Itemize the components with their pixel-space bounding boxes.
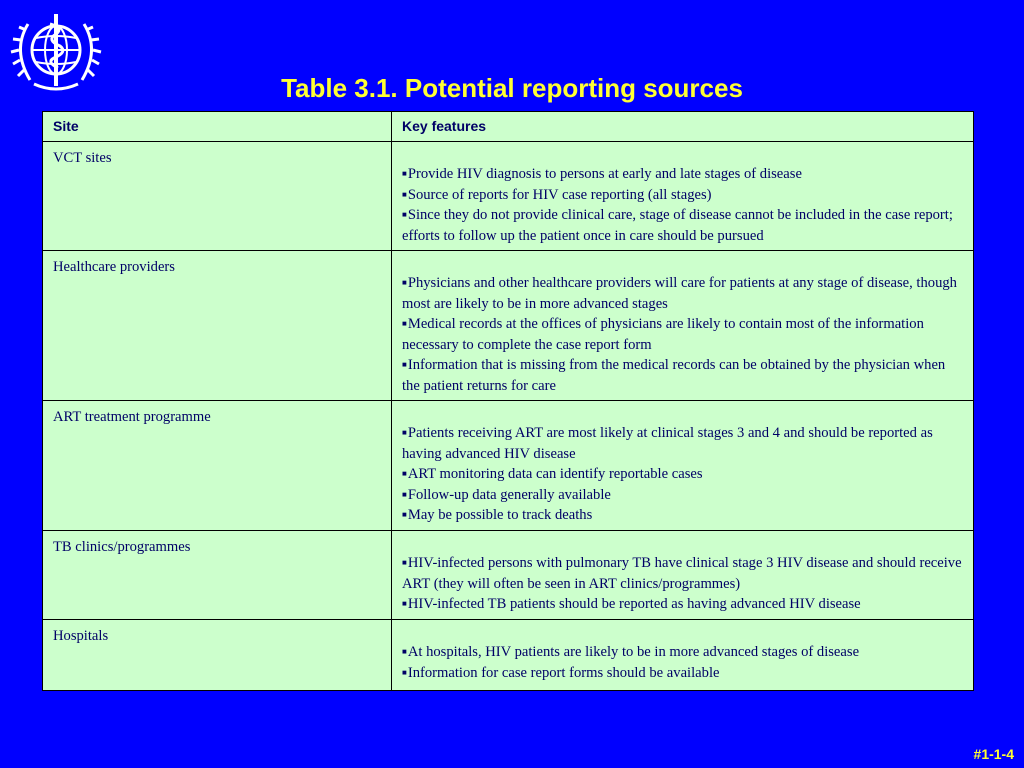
features-cell [392, 251, 974, 401]
column-header-key-features: Key features [392, 112, 974, 142]
table-header-row [43, 112, 974, 142]
features-cell [392, 401, 974, 531]
site-cell: TB clinics/programmes [43, 531, 392, 620]
feature-item: ■Physicians and other healthcare providers will care for patients at any stage of disease, though most are likely to be in more advanced stages [402, 275, 957, 312]
bullet-icon: ■ [402, 428, 407, 437]
feature-item: ■Patients receiving ART are most likely at clinical stages 3 and 4 and should be reported as having advanced HIV disease [402, 425, 933, 462]
bullet-icon: ■ [402, 210, 407, 219]
bullet-icon: ■ [402, 510, 407, 519]
bullet-icon: ■ [402, 189, 407, 199]
feature-item: ■Follow-up data generally available [402, 486, 611, 503]
feature-item: ■Information for case report forms should be available [402, 664, 720, 681]
bullet-icon: ■ [402, 647, 407, 656]
bullet-icon: ■ [402, 319, 407, 328]
reporting-sources-table [42, 111, 974, 691]
feature-item: ■ART monitoring data can identify reportable cases [402, 466, 703, 482]
feature-item: ■Since they do not provide clinical care, stage of disease cannot be included in the case report; efforts to follow up the patient once in care should be pursued [402, 207, 953, 244]
slide-title: Table 3.1. Potential reporting sources [281, 73, 743, 103]
feature-item: ■Information that is missing from the medical records can be obtained by the physician when the patient returns for care [402, 357, 946, 394]
column-header-site: Site [43, 112, 392, 142]
table-row [43, 531, 974, 620]
table-row [43, 620, 974, 691]
features-cell [392, 531, 974, 620]
bullet-icon: ■ [402, 667, 407, 677]
bullet-icon: ■ [402, 489, 407, 499]
table-row [43, 142, 974, 251]
site-cell: Hospitals [43, 620, 392, 691]
site-cell: ART treatment programme [43, 401, 392, 531]
bullet-icon: ■ [402, 599, 407, 608]
feature-item: ■Source of reports for HIV case reporting (all stages) [402, 186, 712, 203]
site-cell: VCT sites [43, 142, 392, 251]
feature-item: ■At hospitals, HIV patients are likely to be in more advanced stages of disease [402, 644, 860, 660]
bullet-icon: ■ [402, 360, 407, 369]
features-cell [392, 142, 974, 251]
feature-item: ■Medical records at the offices of physicians are likely to contain most of the information necessary to complete the case report form [402, 316, 924, 353]
feature-item: ■HIV-infected persons with pulmonary TB have clinical stage 3 HIV disease and should receive ART (they will often be seen in ART clinics/programmes) [402, 555, 962, 592]
bullet-icon: ■ [402, 278, 407, 287]
bullet-icon: ■ [402, 469, 407, 478]
features-cell [392, 620, 974, 691]
feature-item: ■Provide HIV diagnosis to persons at early and late stages of disease [402, 166, 802, 182]
feature-item: ■HIV-infected TB patients should be reported as having advanced HIV disease [402, 596, 861, 612]
bullet-icon: ■ [402, 169, 407, 178]
table-row [43, 251, 974, 401]
feature-item: ■May be possible to track deaths [402, 507, 593, 523]
bullet-icon: ■ [402, 558, 407, 567]
slide-number: #1-1-4 [973, 746, 1014, 762]
table-row [43, 401, 974, 531]
site-cell: Healthcare providers [43, 251, 392, 401]
